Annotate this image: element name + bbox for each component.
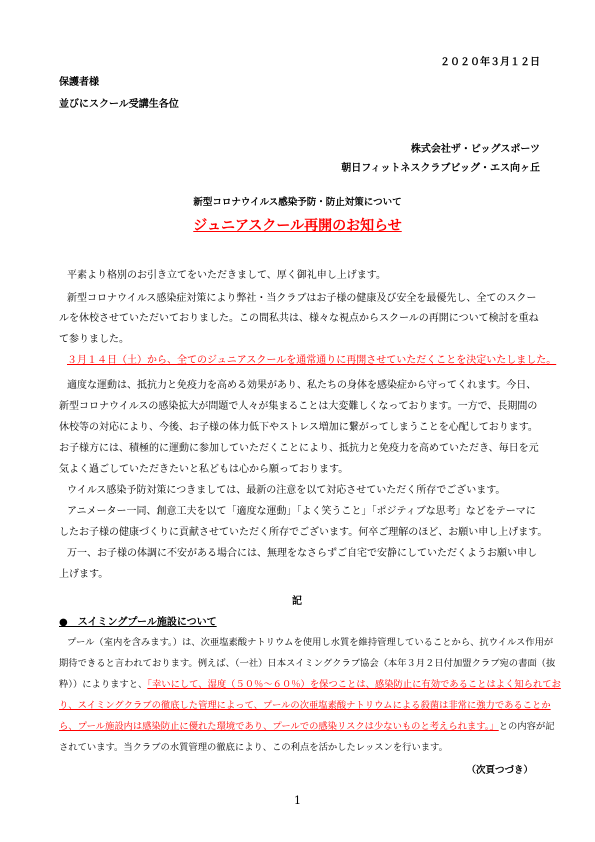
document-date: ２０２０年３月１２日 [440, 57, 540, 68]
recipient-line-1: 保護者様 [59, 77, 99, 88]
section-line-1: プール（室内を含みます。）は、次亜塩素酸ナトリウムを使用し水質を維持管理していることから、抗ウイルス作用が [67, 637, 554, 648]
section-line-3 [59, 679, 561, 691]
paragraph-4-line-1: アニメーター一同、創意工夫を以て「適度な運動」「よく笑うこと」「ポジティブな思考」などをテーマに [67, 506, 536, 517]
paragraph-2-line-4: お子様方には、積極的に運動に参加していただくことにより、抵抗力と免疫力を高めていただき、毎日を元 [59, 443, 539, 454]
recipient-line-2: 並びにスクール受講生各位 [59, 99, 179, 110]
reopen-announcement: ３月１４日（土）から、全てのジュニアスクールを通常通りに再開させていただくことを決定いたしました。 [67, 355, 557, 366]
ki-heading: 記 [292, 596, 302, 607]
document-title: ジュニアスクール再開のお知らせ [193, 218, 402, 234]
paragraph-1-line-3: て参りました。 [59, 334, 129, 345]
section-line-3-plain: 粋））によりますと、 [59, 679, 148, 690]
paragraph-2-line-1: 適度な運動は、抵抗力と免疫力を高める効果があり、私たちの身体を感染症から守ってくれます。今日、 [67, 380, 537, 391]
paragraph-2-line-2: 新型コロナウイルスの感染拡大が問題で人々が集まることは大変難しくなっております。一方で、長期間の [59, 401, 538, 412]
section-line-2: 期待できると言われております。例えば、（一社）日本スイミングクラブ協会（本年３月２日付加盟クラブ宛の書面（抜 [59, 658, 556, 669]
paragraph-2-line-5: 気よく過ごしていただきたいと私どもは心から願っております。 [59, 464, 349, 475]
section-line-5 [59, 721, 555, 733]
section-line-5-plain: との内容が記 [498, 721, 555, 732]
section-line-6: されています。当クラブの水質管理の徹底により、この利点を活かしたレッスンを行います。 [59, 742, 448, 753]
swimming-section-heading: ● スイミングプール施設について [59, 617, 217, 628]
greeting-paragraph: 平素より格別のお引き立てをいただきまして、厚く御礼申し上げます。 [67, 270, 386, 281]
paragraph-5-line-1: 万一、お子様の体調に不安がある場合には、無理をなさらずご自宅で安静にしていただくようお願い申し [67, 548, 537, 559]
page-number: 1 [294, 794, 301, 807]
continued-note: （次頁つづき） [466, 765, 533, 776]
paragraph-1-line-1: 新型コロナウイルス感染症対策により弊社・当クラブはお子様の健康及び安全を最優先し、全てのスクー [67, 293, 537, 304]
paragraph-1-line-2: ルを休校させていただいておりました。この間私共は、様々な視点からスクールの再開について検討を重ね [59, 313, 539, 324]
paragraph-3: ウイルス感染予防対策につきましては、最新の注意を以て対応させていただく所存でございます。 [67, 485, 506, 496]
paragraph-4-line-2: したお子様の健康づくりに貢献させていただく所存でございます。何卒ご理解のほど、お願い申し上げます。 [59, 527, 548, 538]
paragraph-5-line-2: 上げます。 [59, 569, 109, 580]
section-line-4-quote: り、スイミングクラブの徹底した管理によって、プールの次亜塩素酸ナトリウムによる殺菌は非常に強力であることか [59, 700, 551, 711]
sender-company: 株式会社ザ・ビッグスポーツ [410, 144, 540, 155]
sender-club: 朝日フィットネスクラブビッグ・エス向ヶ丘 [341, 163, 540, 174]
document-subtitle: 新型コロナウイルス感染予防・防止対策について [193, 197, 402, 208]
section-line-3-quote: 「幸いにして、湿度（５０％～６０％）を保つことは、感染防止に有効であることはよく知られてお [147, 679, 561, 690]
section-line-5-quote: ら、プール施設内は感染防止に優れた環境であり、プールでの感染リスクは少ないものと考えられます。」 [59, 721, 499, 732]
paragraph-2-line-3: 休校等の対応により、今後、お子様の体力低下やストレス増加に繋がってしまうことを心配しております。 [59, 422, 538, 433]
